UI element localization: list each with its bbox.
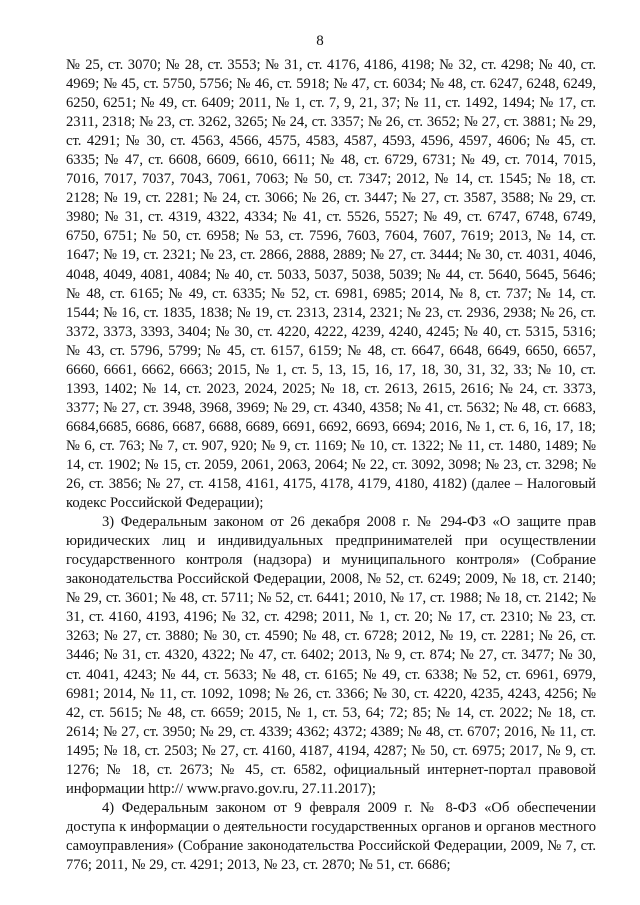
paragraph-item-4-law-8-fz: 4) Федеральным законом от 9 февраля 2009 г. № 8-ФЗ «Об обеспечении доступа к информации о деятельности государственных органов и органов местного самоуправления» (Собрание законодательства Российской Федерации, 2009, № 7, ст. 776; 2011, № 29, ст. 4291; 2013, № 23, ст. 2870; № 51, ст. 6686; [66,799,596,873]
paragraph-item-3-law-294-fz: 3) Федеральным законом от 26 декабря 2008 г. № 294-ФЗ «О защите прав юридических лиц и индивидуальных предпринимателей при осуществлении государственного контроля (надзора) и муниципального контроля» (Собрание законодательства Российской Федерации, 2008, № 52, ст. 6249; 2009, № 18, ст. 2140; № 29, ст. 3601; № 48, ст. 5711; № 52, ст. 6441; 2010, № 17, ст. 1988; № 18, ст. 2142; № 31, ст. 4160, 4193, 4196; № 32, ст. 4298; 2011, № 1, ст. 20; № 17, ст. 2310; № 23, ст. 3263; № 27, ст. 3880; № 30, ст. 4590; № 48, ст. 6728; 2012, № 19, ст. 2281; № 26, ст. 3446; № 31, ст. 4320, 4322; № 47, ст. 6402; 2013, № 9, ст. 874; № 27, ст. 3477; № 30, ст. 4041, 4243; № 44, ст. 5633; № 48, ст. 6165; № 49, ст. 6338; № 52, ст. 6961, 6979, 6981; 2014, № 11, ст. 1092, 1098; № 26, ст. 3366; № 30, ст. 4220, 4235, 4243, 4256; № 42, ст. 5615; № 48, ст. 6659; 2015, № 1, ст. 53, 64; 72; 85; № 14, ст. 2022; № 18, ст. 2614; № 27, ст. 3950; № 29, ст. 4339; 4362; 4372; 4389; № 48, ст. 6707; 2016, № 11, ст. 1495; № 18, ст. 2503; № 27, ст. 4160, 4187, 4194, 4287; № 50, ст. 6975; 2017, № 9, ст. 1276; № 18, ст. 2673; № 45, ст. 6582, официальный интернет-портал правовой информации http:// www.pravo.gov.ru, 27.11.2017); [66,514,596,797]
page-number: 8 [316,33,324,49]
paragraph-tax-code-citations: № 25, ст. 3070; № 28, ст. 3553; № 31, ст. 4176, 4186, 4198; № 32, ст. 4298; № 40, ст. 4969; № 45, ст. 5750, 5756; № 46, ст. 5918; № 47, ст. 6034; № 48, ст. 6247, 6248, 6249, 6250, 6251; № 49, ст. 6409; 2011, № 1, ст. 7, 9, 21, 37; № 11, ст. 1492, 1494; № 17, ст. 2311, 2318; № 23, ст. 3262, 3265; № 24, ст. 3357; № 26, ст. 3652; № 27, ст. 3881; № 29, ст. 4291; № 30, ст. 4563, 4566, 4575, 4583, 4587, 4593, 4596, 4597, 4606; № 45, ст. 6335; № 47, ст. 6608, 6609, 6610, 6611; № 48, ст. 6729, 6731; № 49, ст. 7014, 7015, 7016, 7017, 7037, 7043, 7061, 7063; № 50, ст. 7347; 2012, № 14, ст. 1545; № 18, ст. 2128; № 19, ст. 2281; № 24, ст. 3066; № 26, ст. 3447; № 27, ст. 3587, 3588; № 29, ст. 3980; № 31, ст. 4319, 4322, 4334; № 41, ст. 5526, 5527; № 49, ст. 6747, 6748, 6749, 6750, 6751; № 50, ст. 6958; № 53, ст. 7596, 7603, 7604, 7607, 7619; 2013, № 14, ст. 1647; № 19, ст. 2321; № 23, ст. 2866, 2888, 2889; № 27, ст. 3444; № 30, ст. 4031, 4046, 4048, 4049, 4081, 4084; № 40, ст. 5033, 5037, 5038, 5039; № 44, ст. 5640, 5645, 5646; № 48, ст. 6165; № 49, ст. 6335; № 52, ст. 6981, 6985; 2014, № 8, ст. 737; № 14, ст. 1544; № 16, ст. 1835, 1838; № 19, ст. 2313, 2314, 2321; № 23, ст. 2936, 2938; № 26, ст. 3372, 3373, 3393, 3404; № 30, ст. 4220, 4222, 4239, 4240, 4245; № 40, ст. 5315, 5316; № 43, ст. 5796, 5799; № 45, ст. 6157, 6159; № 48, ст. 6647, 6648, 6649, 6650, 6657, 6660, 6661, 6662, 6663; 2015, № 1, ст. 5, 13, 15, 16, 17, 18, 30, 31, 32, 33; № 10, ст. 1393, 1402; № 14, ст. 2023, 2024, 2025; № 18, ст. 2613, 2615, 2616; № 24, ст. 3373, 3377; № 27, ст. 3948, 3968, 3969; № 29, ст. 4340, 4358; № 41, ст. 5632; № 48, ст. 6683, 6684,6685, 6686, 6687, 6688, 6689, 6691, 6692, 6693, 6694; 2016, № 1, ст. 6, 16, 17, 18; № 6, ст. 763; № 7, ст. 907, 920; № 9, ст. 1169; № 10, ст. 1322; № 11, ст. 1480, 1489; № 14, ст. 1902; № 15, ст. 2059, 2061, 2063, 2064; № 22, ст. 3092, 3098; № 23, ст. 3298; № 26, ст. 3856; № 27, ст. 4158, 4161, 4175, 4178, 4179, 4180, 4182) (далее – Налоговый кодекс Российской Федерации); [66,57,596,512]
document-body [66,56,596,875]
